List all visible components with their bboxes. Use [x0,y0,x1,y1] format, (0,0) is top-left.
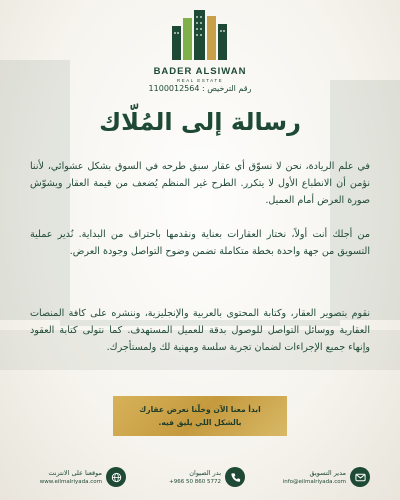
company-logo [150,8,250,90]
phone-icon [225,467,245,487]
cta-line-1: ابدأ معنا الآن وخلّنا نعرض عقارك [139,405,261,414]
contact-footer [0,463,400,493]
contact-website[interactable] [40,463,126,491]
contact-email-label: مدير التسويق [309,468,346,477]
contact-website-label: موقعنا على الانترنت [48,468,102,477]
contact-website-value: www.eilmalriyada.com [39,478,102,485]
email-icon [350,467,370,487]
contact-phone[interactable] [169,463,245,491]
license-number: 1100012564 [148,84,200,93]
contact-phone-label: بدر الصيوان [189,468,221,477]
paragraph-services: نقوم بتصوير العقار، وكتابة المحتوى بالعربية والإنجليزية، وننشره على كافة المنصات العقارية ووسائل التواصل للوصول بدقة للعميل المستهدف. كما نتولى كتابة العقود وإنهاء جميع الإجراءات لضمان تجربة سلسة ومهنية لك ولمستأجرك. [30,308,370,353]
license-line [110,84,290,93]
cta-line-2: بالشكل اللي يليق فيه. [158,418,242,427]
contact-email-value: info@eilmalriyada.com [282,478,346,485]
paragraph-owners: من أجلك أنت أولاً، نختار العقارات بعناية ونقدمها باحتراف من البداية. نُدير عملية التسويق من جهة واحدة بخطة متكاملة تضمن وضوح التواصل وجودة العرض. [30,229,370,257]
paragraph-intro: في علم الريادة، نحن لا نسوّق أي عقار سبق طرحه في السوق بشكل عشوائي، لأننا نؤمن أن الانطباع الأول لا يتكرر. الطرح غير المنظم يُضعف من قيمة العقار ويشوّش صورة العرض أمام العميل. [30,161,370,206]
contact-phone-value: +966 50 860 5772 [169,478,221,485]
page-title: رسالة إلى المُلّاك [99,108,301,136]
brand-subtitle: REAL ESTATE [176,78,224,83]
license-label: رقم الترخيص : [202,84,252,93]
brand-name: BADER ALSIWAN [153,66,247,77]
buildings-logo-icon [168,8,232,64]
contact-email[interactable] [283,463,370,491]
globe-icon [106,467,126,487]
cta-banner[interactable] [113,396,287,436]
